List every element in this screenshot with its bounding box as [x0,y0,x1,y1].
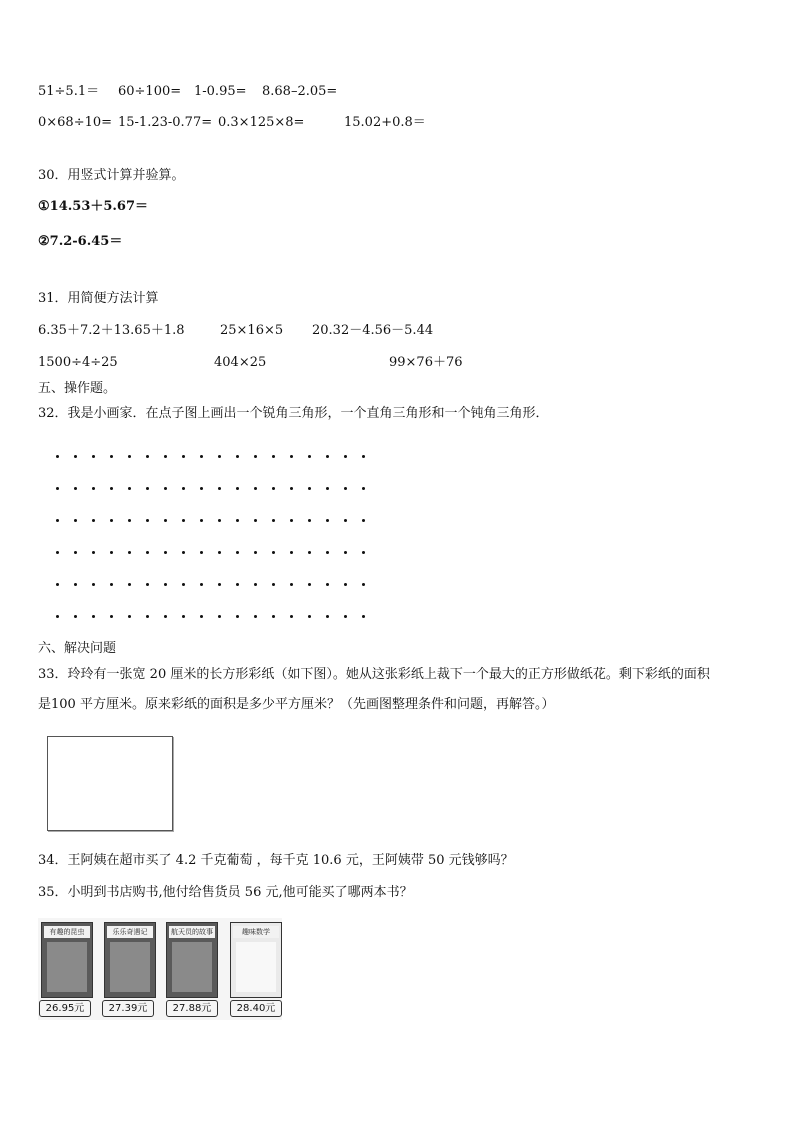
grid-dot [218,551,221,554]
grid-dot [236,615,239,618]
grid-dot [74,615,77,618]
book-2 [104,922,156,998]
grid-dot [290,615,293,618]
cartoon-cover-image [110,942,150,992]
section-5-heading: 五、操作题。 [38,381,117,396]
calc-1: 51÷5.1＝ [38,84,100,99]
grid-dot [146,455,149,458]
grid-dot [218,487,221,490]
grid-dot [236,583,239,586]
grid-dot [308,487,311,490]
grid-dot [362,519,365,522]
math-cover-image [236,942,276,992]
grid-dot [254,615,257,618]
grid-dot [326,551,329,554]
grid-dot [128,519,131,522]
grid-dot [110,551,113,554]
grid-dot [164,519,167,522]
grid-dot [254,583,257,586]
question-31-item-1: 6.35＋7.2＋13.65＋1.8 [38,323,185,338]
grid-dot [110,487,113,490]
calc-2: 60÷100= [118,84,182,99]
grid-dot [128,551,131,554]
grid-dot [182,615,185,618]
book-3 [166,922,218,998]
grid-dot [290,551,293,554]
grid-dot [326,487,329,490]
book-price: 27.39元 [102,1000,154,1017]
grid-dot [146,583,149,586]
grid-dot [290,583,293,586]
grid-dot [218,615,221,618]
grid-dot [200,519,203,522]
question-31-item-4: 1500÷4÷25 [38,355,118,370]
book-price: 26.95元 [39,1000,91,1017]
question-33-line-2: 是100 平方厘米。原来彩纸的面积是多少平方厘米？（先画图整理条件和问题，再解答。） [38,697,555,712]
grid-dot [326,455,329,458]
grid-dot [290,519,293,522]
grid-dot [92,455,95,458]
grid-dot [92,583,95,586]
question-35: 35．小明到书店购书,他付给售货员 56 元,他可能买了哪两本书？ [38,885,413,900]
grid-dot [182,551,185,554]
question-32: 32．我是小画家．在点子图上画出一个锐角三角形，一个直角三角形和一个钝角三角形． [38,406,549,421]
grid-dot [128,487,131,490]
grid-dot [344,551,347,554]
grid-dot [110,583,113,586]
grid-dot [164,583,167,586]
grid-dot [308,615,311,618]
grid-dot [92,615,95,618]
grid-dot [362,551,365,554]
question-31-item-3: 20.32－4.56－5.44 [312,323,434,338]
calc-3: 1-0.95= [194,84,247,99]
grid-dot [362,487,365,490]
book-price: 28.40元 [230,1000,282,1017]
grid-dot [146,519,149,522]
grid-dot [110,615,113,618]
question-31-item-5: 404×25 [214,355,267,370]
calc-6: 15-1.23-0.77= [118,115,213,130]
grid-dot [56,583,59,586]
grid-dot [344,615,347,618]
question-31-item-2: 25×16×5 [220,323,284,338]
grid-dot [182,519,185,522]
dot-grid[interactable] [56,447,376,627]
paper-rectangle-figure [47,736,173,831]
book-price: 27.88元 [166,1000,218,1017]
grid-dot [164,487,167,490]
grid-dot [344,583,347,586]
grid-dot [110,455,113,458]
grid-dot [308,583,311,586]
grid-dot [254,487,257,490]
grid-dot [272,551,275,554]
question-30-item-2: ②7.2-6.45＝ [38,234,123,249]
question-30: 30．用竖式计算并验算。 [38,168,185,183]
grid-dot [92,487,95,490]
grid-dot [164,615,167,618]
grid-dot [236,455,239,458]
book-title: 趣味数学 [233,926,279,938]
book-4 [230,922,282,998]
grid-dot [272,583,275,586]
grid-dot [362,615,365,618]
grid-dot [92,551,95,554]
grid-dot [236,487,239,490]
grid-dot [254,519,257,522]
grid-dot [218,455,221,458]
grid-dot [182,583,185,586]
grid-dot [200,551,203,554]
grid-dot [344,519,347,522]
section-6-heading: 六、解决问题 [38,641,117,656]
grid-dot [56,519,59,522]
calc-7: 0.3×125×8= [218,115,305,130]
grid-dot [218,583,221,586]
grid-dot [218,519,221,522]
grid-dot [272,615,275,618]
grid-dot [362,455,365,458]
grid-dot [146,487,149,490]
insect-cover-image [47,942,87,992]
grid-dot [326,615,329,618]
calc-8: 15.02+0.8＝ [344,115,426,130]
question-34: 34．王阿姨在超市买了 4.2 千克葡萄 ，每千克 10.6 元，王阿姨带 50 元钱够吗？ [38,853,514,868]
grid-dot [182,487,185,490]
grid-dot [308,551,311,554]
grid-dot [182,455,185,458]
grid-dot [74,455,77,458]
grid-dot [290,455,293,458]
book-title: 航天员的故事 [171,928,213,936]
grid-dot [200,487,203,490]
question-31-item-6: 99×76＋76 [389,355,463,370]
grid-dot [326,519,329,522]
book-1 [41,922,93,998]
grid-dot [164,551,167,554]
grid-dot [128,615,131,618]
grid-dot [326,583,329,586]
grid-dot [74,551,77,554]
grid-dot [344,455,347,458]
grid-dot [200,615,203,618]
grid-dot [56,455,59,458]
grid-dot [74,583,77,586]
grid-dot [272,455,275,458]
astronaut-cover-image [172,942,212,992]
grid-dot [362,583,365,586]
grid-dot [56,487,59,490]
calc-5: 0×68÷10= [38,115,113,130]
question-30-item-1: ①14.53＋5.67＝ [38,199,149,214]
grid-dot [146,551,149,554]
calc-4: 8.68–2.05= [262,84,338,99]
question-31: 31．用简便方法计算 [38,291,159,306]
grid-dot [110,519,113,522]
grid-dot [146,615,149,618]
grid-dot [74,487,77,490]
book-title: 乐乐奇遇记 [107,926,153,938]
grid-dot [92,519,95,522]
grid-dot [308,519,311,522]
grid-dot [236,551,239,554]
grid-dot [344,487,347,490]
book-title: 有趣的昆虫 [44,926,90,938]
grid-dot [128,583,131,586]
grid-dot [74,519,77,522]
grid-dot [290,487,293,490]
question-33-line-1: 33．玲玲有一张宽 20 厘米的长方形彩纸（如下图）。她从这张彩纸上裁下一个最大的正方形做纸花。剩下彩纸的面积 [38,667,710,682]
grid-dot [200,455,203,458]
grid-dot [200,583,203,586]
grid-dot [272,487,275,490]
grid-dot [164,455,167,458]
grid-dot [254,551,257,554]
grid-dot [128,455,131,458]
grid-dot [236,519,239,522]
grid-dot [56,551,59,554]
grid-dot [308,455,311,458]
grid-dot [254,455,257,458]
grid-dot [56,615,59,618]
grid-dot [272,519,275,522]
